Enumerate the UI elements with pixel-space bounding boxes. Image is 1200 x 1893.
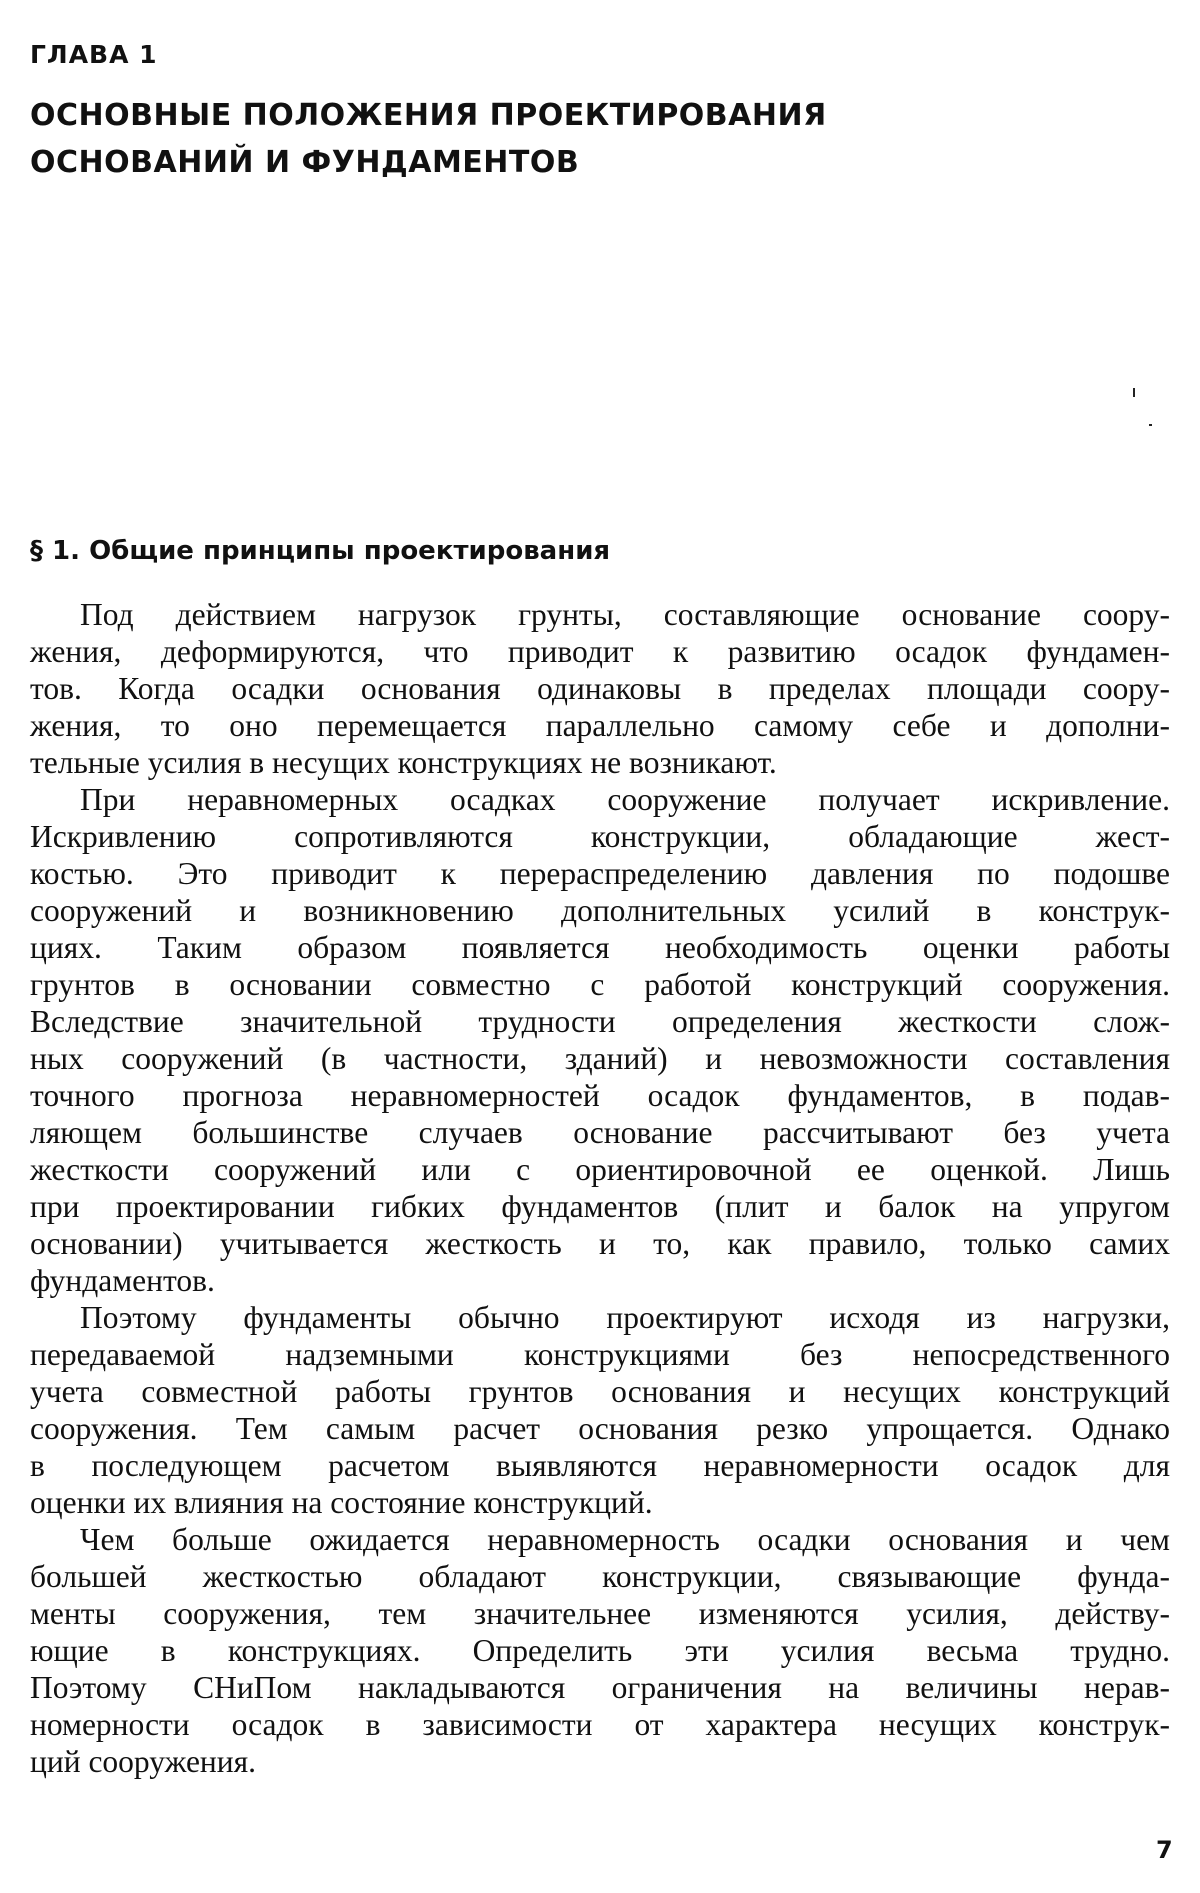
text-line: фундаментов. [30, 1263, 215, 1298]
text-line: Вследствие значительной трудности определения жесткости слож- [30, 1004, 1170, 1039]
text-line: номерности осадок в зависимости от характера несущих конструк- [30, 1707, 1170, 1742]
chapter-title-line: ОСНОВНЫЕ ПОЛОЖЕНИЯ ПРОЕКТИРОВАНИЯ [30, 98, 827, 133]
text-line: жения, то оно перемещается параллельно самому себе и дополни- [30, 708, 1170, 743]
paragraph [30, 1521, 1170, 1780]
text-line: грунтов в основании совместно с работой конструкций сооружения. [30, 967, 1170, 1002]
text-line: ющие в конструкциях. Определить эти усилия весьма трудно. [30, 1633, 1170, 1668]
text-line: жения, деформируются, что приводит к развитию осадок фундамен- [30, 634, 1170, 669]
text-line: учета совместной работы грунтов основания и несущих конструкций [30, 1374, 1170, 1409]
text-line: при проектировании гибких фундаментов (плит и балок на упругом [30, 1189, 1170, 1224]
body-text [30, 596, 1170, 1780]
text-line: точного прогноза неравномерностей осадок фундаментов, в подав- [30, 1078, 1170, 1113]
text-line: оценки их влияния на состояние конструкций. [30, 1485, 653, 1520]
text-line: основании) учитывается жесткость и то, как правило, только самих [30, 1226, 1170, 1261]
scan-speck [1149, 424, 1152, 426]
text-line: Поэтому фундаменты обычно проектируют исходя из нагрузки, [80, 1300, 1170, 1335]
scan-speck [1133, 388, 1135, 397]
text-line: сооружения. Тем самым расчет основания резко упрощается. Однако [30, 1411, 1170, 1446]
text-line: менты сооружения, тем значительнее изменяются усилия, действу- [30, 1596, 1170, 1631]
paragraph [30, 781, 1170, 1299]
text-line: костью. Это приводит к перераспределению давления по подошве [30, 856, 1170, 891]
chapter-title-line: ОСНОВАНИЙ И ФУНДАМЕНТОВ [30, 145, 580, 180]
chapter-title [30, 92, 1030, 186]
section-title: § 1. Общие принципы проектирования [30, 536, 611, 566]
text-line: большей жесткостью обладают конструкции, связывающие фунда- [30, 1559, 1170, 1594]
chapter-label: ГЛАВА 1 [30, 40, 158, 69]
text-line: Под действием нагрузок грунты, составляющие основание соору- [80, 597, 1170, 632]
text-line: жесткости сооружений или с ориентировочной ее оценкой. Лишь [30, 1152, 1170, 1187]
paragraph [30, 596, 1170, 781]
text-line: передаваемой надземными конструкциями без непосредственного [30, 1337, 1170, 1372]
text-line: тов. Когда осадки основания одинаковы в пределах площади соору- [30, 671, 1170, 706]
page-number: 7 [1156, 1836, 1173, 1864]
text-line: циях. Таким образом появляется необходимость оценки работы [30, 930, 1170, 965]
text-line: ций сооружения. [30, 1744, 257, 1779]
text-line: Чем больше ожидается неравномерность осадки основания и чем [80, 1522, 1170, 1557]
paragraph [30, 1299, 1170, 1521]
text-line: Поэтому СНиПом накладываются ограничения на величины нерав- [30, 1670, 1170, 1705]
text-line: сооружений и возникновению дополнительных усилий в конструк- [30, 893, 1170, 928]
text-line: тельные усилия в несущих конструкциях не возникают. [30, 745, 777, 780]
text-line: При неравномерных осадках сооружение получает искривление. [80, 782, 1170, 817]
text-line: Искривлению сопротивляются конструкции, обладающие жест- [30, 819, 1170, 854]
text-line: ных сооружений (в частности, зданий) и невозможности составления [30, 1041, 1170, 1076]
text-line: ляющем большинстве случаев основание рассчитывают без учета [30, 1115, 1170, 1150]
text-line: в последующем расчетом выявляются неравномерности осадок для [30, 1448, 1170, 1483]
